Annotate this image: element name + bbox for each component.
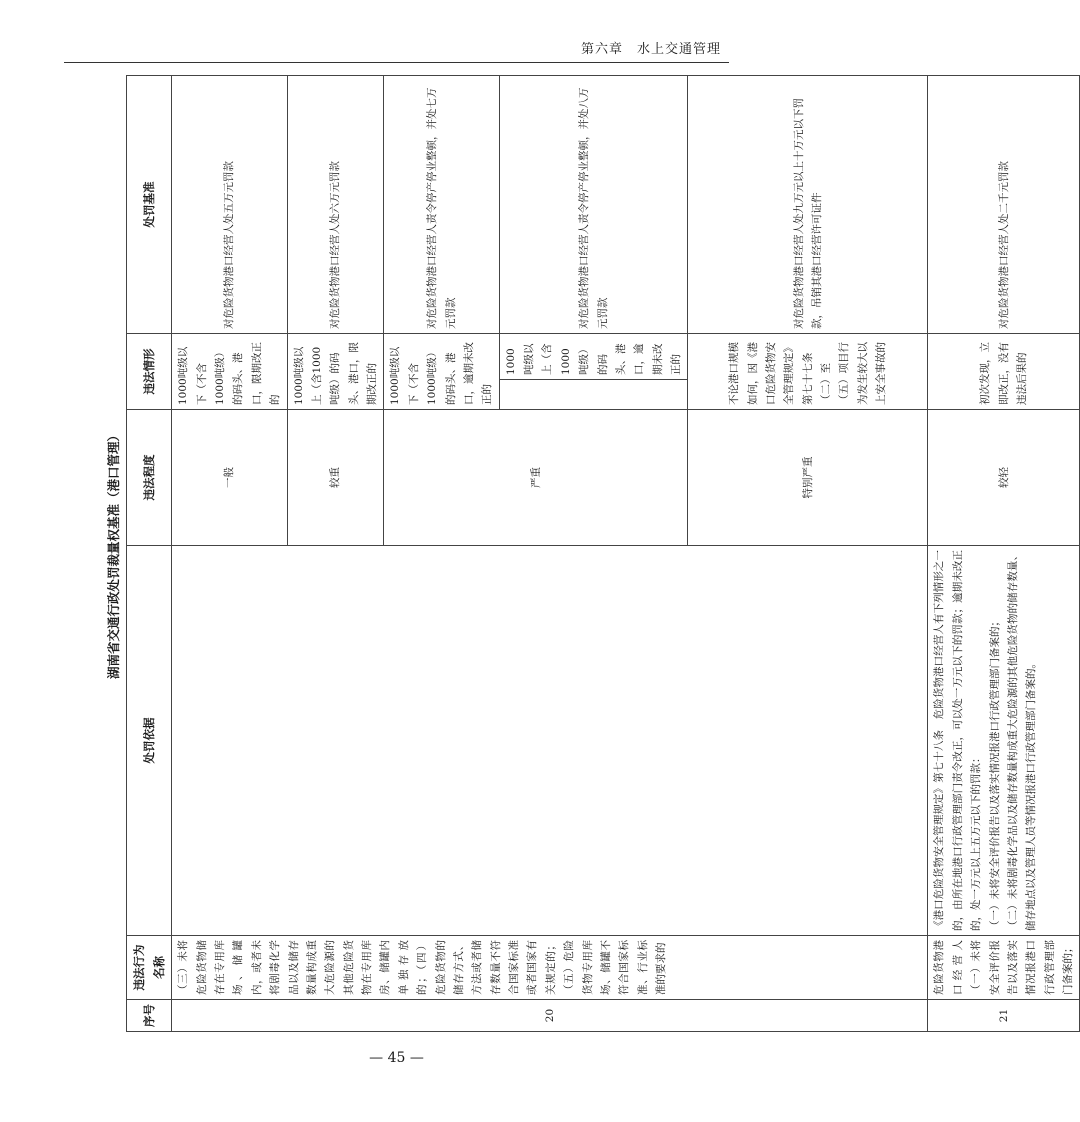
row21-no: 21 [928, 1000, 1080, 1032]
row20-level-general: 一般 [172, 410, 287, 546]
row21-basis-item-2: （二）未将剧毒化学品以及储存数量构成重大危险源的其他危险货物的储存数量、储存地点以及管理人员等情况报港口行政管理部门备案的。 [1006, 550, 1038, 931]
row20-case-heavier: 1000吨级以上（含1000吨级）的码头、港口，限期改正的 [287, 334, 384, 410]
row20-penalty-general: 对危险货物港口经营人处五万元罚款 [172, 76, 287, 334]
table-title: 湖南省交通行政处罚裁量权基准（港口管理） [106, 429, 121, 680]
header-row [127, 76, 172, 1032]
header-rule [64, 62, 729, 63]
row20-case-general: 1000吨级以下（不含1000吨级）的码头、港口，限期改正的 [172, 334, 287, 410]
row21-name: 危险货物港口经营人（一）未将安全评价报告以及落实情况报港口行政管理部门备案的； [928, 936, 1080, 1000]
row20-level-especially-serious: 特别严重 [688, 410, 928, 546]
table-row [928, 76, 1080, 1032]
col-level: 违法程度 [127, 410, 172, 546]
row20-penalty-especially-serious: 对危险货物港口经营人处九万元以上十万元以下罚款，吊销其港口经营许可证件 [688, 76, 928, 334]
col-name: 违法行为名称 [127, 936, 172, 1000]
row21-level: 较轻 [928, 410, 1080, 546]
row20-name: （三）未将危险货物储存在专用库场、储罐内，或者未将剧毒化学品以及储存数量构成重大危险源的其他危险货物在专用库房、储罐内单独存放的；（四）危险货物的储存方式、方法或者储存数量不符合国家标准或者国家有关规定的；（五）危险货物专用库场、储罐不符合国家标准、行业标准的要求的 [172, 936, 928, 1000]
row20-penalty-serious-2: 对危险货物港口经营人责令停产停业整顿，并处八万元罚款 [499, 76, 688, 334]
row20-case-spacer [499, 380, 688, 410]
row21-case: 初次发现，立即改正，没有违法后果的 [928, 334, 1080, 410]
col-no: 序号 [127, 1000, 172, 1032]
row20-case-especially-serious: 不论港口规模如何，因《港口危险货物安全管理规定》第七十七条（二）至（五）项目行为发生较大以上安全事故的 [688, 334, 928, 410]
page-number: — 45 — [369, 1050, 424, 1066]
penalty-table [126, 75, 1080, 1032]
col-penalty: 处罚基准 [127, 76, 172, 334]
col-case: 违法情形 [127, 334, 172, 410]
row21-penalty: 对危险货物港口经营人处二千元罚款 [928, 76, 1080, 334]
page-header [581, 38, 721, 57]
row20-level-serious: 严重 [384, 410, 688, 546]
row21-basis-item-1: （一）未将安全评价报告以及落实情况报港口行政管理部门备案的； [988, 616, 1001, 931]
row20-penalty-serious-1: 对危险货物港口经营人责令停产停业整顿，并处七万元罚款 [384, 76, 499, 334]
chapter-title: 水上交通管理 [636, 42, 721, 57]
rotated-table-area [104, 76, 1074, 1032]
chapter-label: 第六章 [580, 42, 623, 57]
row20-basis [172, 546, 928, 936]
row20-case-serious-2: 1000吨级以上（含1000吨级）的码头、港口，逾期未改正的 [499, 334, 688, 380]
table-row [172, 76, 287, 1032]
row20-no: 20 [172, 1000, 928, 1032]
row21-basis-article: 《港口危险货物安全管理规定》第七十八条 危险货物港口经营人有下列情形之一的，由所在地港口行政管理部门责令改正，可以处一万元以下的罚款；逾期未改正的，处一万元以上五万元以下的罚款： [933, 550, 983, 931]
row20-penalty-heavier: 对危险货物港口经营人处六万元罚款 [287, 76, 384, 334]
row21-basis [928, 546, 1080, 936]
row20-level-heavier: 较重 [287, 410, 384, 546]
row20-case-serious-1: 1000吨级以下（不含1000吨级）的码头、港口，逾期未改正的 [384, 334, 499, 410]
col-basis: 处罚依据 [127, 546, 172, 936]
